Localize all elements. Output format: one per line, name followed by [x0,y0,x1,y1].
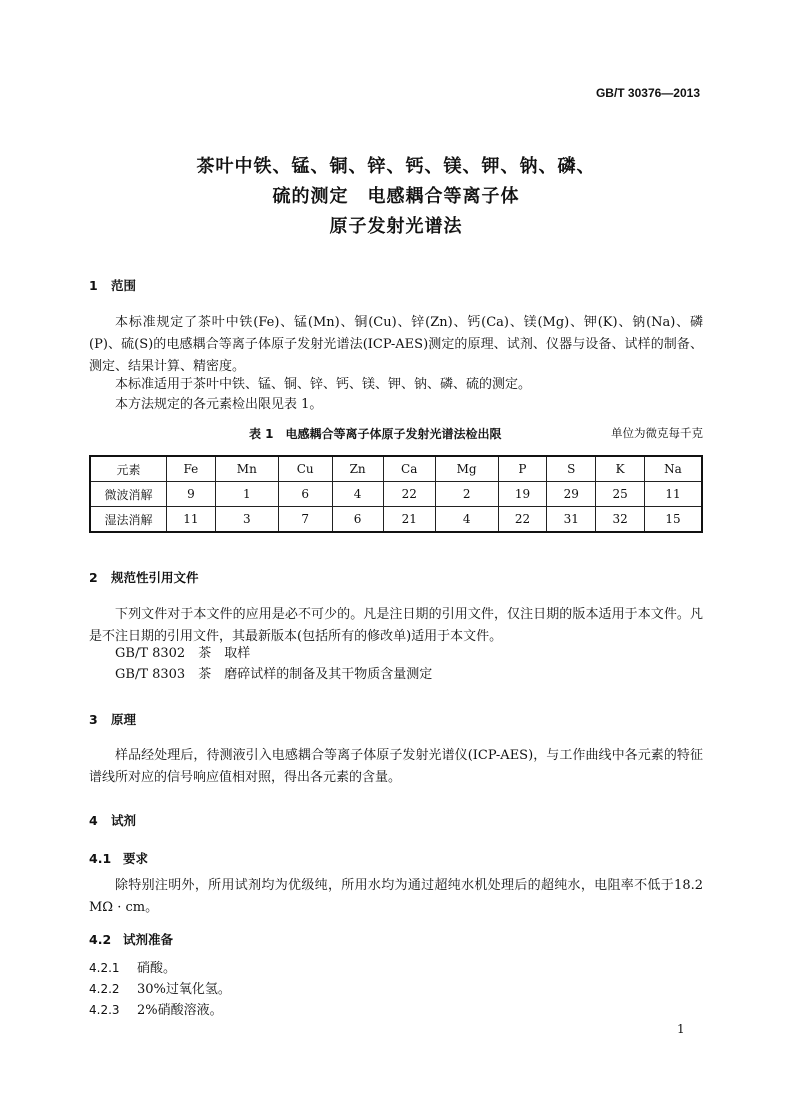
subsection-title: 试剂准备 [123,932,174,947]
table-row [90,482,702,507]
table-cell: 22 [383,482,435,507]
subsection-4-2-heading [89,930,173,948]
table-cell: 9 [167,482,216,507]
title-line-1: 茶叶中铁、锰、铜、锌、钙、镁、钾、钠、磷、 [196,156,596,177]
item-number: 4.2.1 [89,961,120,975]
section-number: 3 [89,712,98,727]
table-cell: 11 [167,507,216,533]
reference-2: GB/T 8303 茶 磨碎试样的制备及其干物质含量测定 [115,667,433,682]
table-row [90,507,702,533]
subsection-4-1-paragraph: 除特别注明外，所用试剂均为优级纯，所用水均为通过超纯水机处理后的超纯水，电阻率不低于18.2 MΩ · cm。 [89,878,703,915]
table-header-cell: Ca [383,456,435,482]
table-cell: 25 [596,482,645,507]
table-caption: 表 1 电感耦合等离子体原子发射光谱法检出限 [249,427,502,441]
table-header-cell: Cu [278,456,332,482]
section-number: 1 [89,278,98,293]
table-header-cell: Na [645,456,703,482]
reagent-list [89,958,231,1021]
table-header-cell: Zn [332,456,383,482]
table-cell: 4 [332,482,383,507]
subsection-4-1-heading [89,849,148,867]
table-header-cell: Fe [167,456,216,482]
table-header-cell: Mn [215,456,278,482]
table-cell: 6 [278,482,332,507]
item-text: 30%过氧化氢。 [137,982,231,997]
table-cell: 微波消解 [90,482,167,507]
section-title: 范围 [111,278,137,293]
table-header-cell: S [547,456,596,482]
subsection-title: 要求 [123,851,149,866]
section-title: 规范性引用文件 [111,570,199,585]
table-cell: 1 [215,482,278,507]
item-number: 4.2.3 [89,1003,120,1017]
section-4-heading [89,811,136,829]
section-number: 2 [89,570,98,585]
table-cell: 31 [547,507,596,533]
subsection-number: 4.2 [89,932,112,947]
detection-limit-table [89,455,703,533]
title-line-2: 硫的测定 电感耦合等离子体 [272,186,520,207]
section-1-paragraph-3: 本方法规定的各元素检出限见表 1。 [115,397,323,412]
table-cell: 2 [435,482,498,507]
item-text: 2%硝酸溶液。 [137,1003,223,1018]
section-3-heading [89,710,136,728]
table-header-cell: 元素 [90,456,167,482]
section-title: 试剂 [111,813,137,828]
standard-number: GB/T 30376—2013 [595,86,700,100]
section-3-paragraph-1: 样品经处理后，待测液引入电感耦合等离子体原子发射光谱仪(ICP-AES)，与工作曲线中各元素的特征谱线所对应的信号响应值相对照，得出各元素的含量。 [89,748,703,785]
table-header-cell: Mg [435,456,498,482]
subsection-number: 4.1 [89,851,112,866]
table-cell: 3 [215,507,278,533]
table-header-cell: P [498,456,547,482]
table-cell: 4 [435,507,498,533]
table-unit: 单位为微克每千克 [611,426,703,440]
table-cell: 6 [332,507,383,533]
title-line-3: 原子发射光谱法 [329,216,463,237]
table-cell: 11 [645,482,703,507]
list-item [89,979,231,1000]
list-item [89,958,231,979]
item-number: 4.2.2 [89,982,120,996]
list-item [89,1000,231,1021]
table-cell: 湿法消解 [90,507,167,533]
table-cell: 15 [645,507,703,533]
table-header-row [90,456,702,482]
section-2-paragraph-1: 下列文件对于本文件的应用是必不可少的。凡是注日期的引用文件，仅注日期的版本适用于本文件。凡是不注日期的引用文件，其最新版本(包括所有的修改单)适用于本文件。 [89,607,703,644]
table-cell: 7 [278,507,332,533]
section-1-paragraph-2: 本标准适用于茶叶中铁、锰、铜、锌、钙、镁、钾、钠、磷、硫的测定。 [115,377,532,392]
section-2-heading [89,568,199,586]
table-cell: 32 [596,507,645,533]
section-number: 4 [89,813,98,828]
table-cell: 29 [547,482,596,507]
reference-1: GB/T 8302 茶 取样 [115,646,251,661]
table-cell: 22 [498,507,547,533]
section-title: 原理 [111,712,137,727]
table-cell: 19 [498,482,547,507]
table-cell: 21 [383,507,435,533]
section-1-paragraph-1: 本标准规定了茶叶中铁(Fe)、锰(Mn)、铜(Cu)、锌(Zn)、钙(Ca)、镁(Mg)、钾(K)、钠(Na)、磷(P)、硫(S)的电感耦合等离子体原子发射光谱法(ICP-AES)测定的原理、试剂、仪器与设备、试样的制备、测定、结果计算、精密度。 [89,315,703,374]
table-header-cell: K [596,456,645,482]
page-number: 1 [677,1022,685,1036]
section-1-heading [89,276,136,294]
item-text: 硝酸。 [137,961,177,976]
